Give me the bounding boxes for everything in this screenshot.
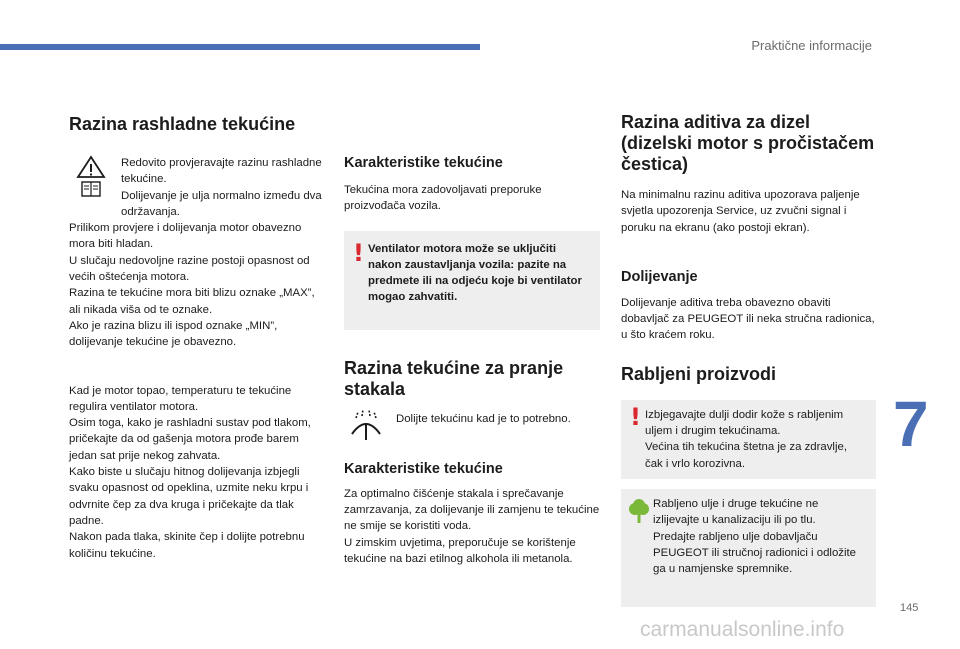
washer-characteristics-title: Karakteristike tekućine bbox=[344, 460, 503, 477]
eco-note-text: Rabljeno ulje i druge tekućine ne izlijevajte u kanalizaciju ili po tlu. Predajte rabljeno ulje dobavljaču PEUGEOT ili stručnoj radionici i odložite ga u namjenske spremnike. bbox=[653, 497, 857, 576]
washer-icon bbox=[348, 408, 384, 444]
fan-warning-text: Ventilator motora može se uključiti nakon zaustavljanja vozila: pazite na predmete ili na odjeću koje bi ventilator mogao zahvatiti. bbox=[368, 242, 582, 304]
additive-section bbox=[621, 112, 876, 607]
page-number: 145 bbox=[900, 602, 919, 614]
additive-title: Razina aditiva za dizel (dizelski motor s pročistačem čestica) bbox=[621, 112, 875, 174]
characteristics-title: Karakteristike tekućine bbox=[344, 155, 503, 171]
coolant-warning-icon bbox=[76, 155, 106, 179]
washer-icon-group bbox=[344, 408, 388, 444]
coolant-title: Razina rashladne tekućine bbox=[69, 114, 296, 134]
tree-icon bbox=[627, 499, 651, 525]
coolant-hot-engine-text: Kad je motor topao, temperaturu te tekućine regulira ventilator motora. Osim toga, kako je rashladni sustav pod tlakom, pričekajte da od gašenja motora prođe barem jedan sat prije nekog zahvata. Kako biste u slučaju hitnog dolijevanja izbjegli svaku opasnost od opeklina, uzmite neku krpu i odvrnite čep za dva kruga i pričekajte da tlak padne. Nakon pada tlaka, skinite čep i dolijte potrebnu količinu tekućine. bbox=[69, 384, 311, 560]
washer-text: Dolijte tekućinu kad je to potrebno. bbox=[396, 412, 571, 425]
fan-warning-note bbox=[344, 231, 600, 330]
coolant-intro bbox=[69, 155, 322, 220]
watermark: carmanualsonline.info bbox=[640, 618, 845, 641]
warning-exclamation-icon: ! bbox=[353, 238, 364, 267]
manual-book-icon bbox=[81, 181, 101, 197]
warning-exclamation-icon: ! bbox=[630, 402, 641, 431]
refill-title: Dolijevanje bbox=[621, 268, 698, 285]
characteristics-text: Tekućina mora zadovoljavati preporuke proizvođača vozila. bbox=[344, 184, 542, 213]
coolant-characteristics-section bbox=[344, 154, 600, 567]
coolant-icon-group bbox=[69, 155, 113, 220]
used-products-warning-note bbox=[621, 400, 876, 479]
eco-note bbox=[621, 489, 876, 607]
washer-intro bbox=[344, 408, 600, 444]
washer-title: Razina tekućine za pranje stakala bbox=[344, 357, 564, 399]
section-label: Praktične informacije bbox=[751, 38, 872, 53]
coolant-intro-text: Redovito provjeravajte razinu rashladne tekućine. Dolijevanje je ulja normalno između dva održavanja. bbox=[121, 157, 322, 218]
header-accent-bar bbox=[0, 44, 480, 50]
refill-text: Dolijevanje aditiva treba obavezno obaviti dobavljač za PEUGEOT ili neka stručna radionica, u što kraćem roku. bbox=[621, 296, 875, 342]
chapter-number: 7 bbox=[893, 388, 929, 460]
coolant-section bbox=[69, 114, 322, 562]
washer-characteristics-text: Za optimalno čišćenje stakala i sprečavanje zamrzavanja, za dolijevanje ili zamjenu te tekućine ne smije se koristiti voda. U zimskim uvjetima, preporučuje se korištenje tekućine na bazi etilnog alkohola ili metanola. bbox=[344, 487, 600, 565]
coolant-check-text: Prilikom provjere i dolijevanja motor obavezno mora biti hladan. U slučaju nedovoljne razine postoji opasnost od većih oštećenja motora. Razina te tekućine mora biti blizu oznake „MAX”, ali nikada viša od te oznake. Ako je razina blizu ili ispod oznake „MIN”, dolijevanje tekućine je obavezno. bbox=[69, 222, 315, 349]
used-products-warning-text: Izbjegavajte dulji dodir kože s rabljenim uljem i drugim tekućinama. Većina tih tekućina štetna je za zdravlje, čak i vrlo korozivna. bbox=[645, 408, 847, 470]
used-products-title: Rabljeni proizvodi bbox=[621, 363, 777, 384]
additive-text: Na minimalnu razinu aditiva upozorava paljenje svjetla upozorenja Service, uz zvučni signal i poruku na ekranu (ako postoji ekran). bbox=[621, 189, 860, 234]
